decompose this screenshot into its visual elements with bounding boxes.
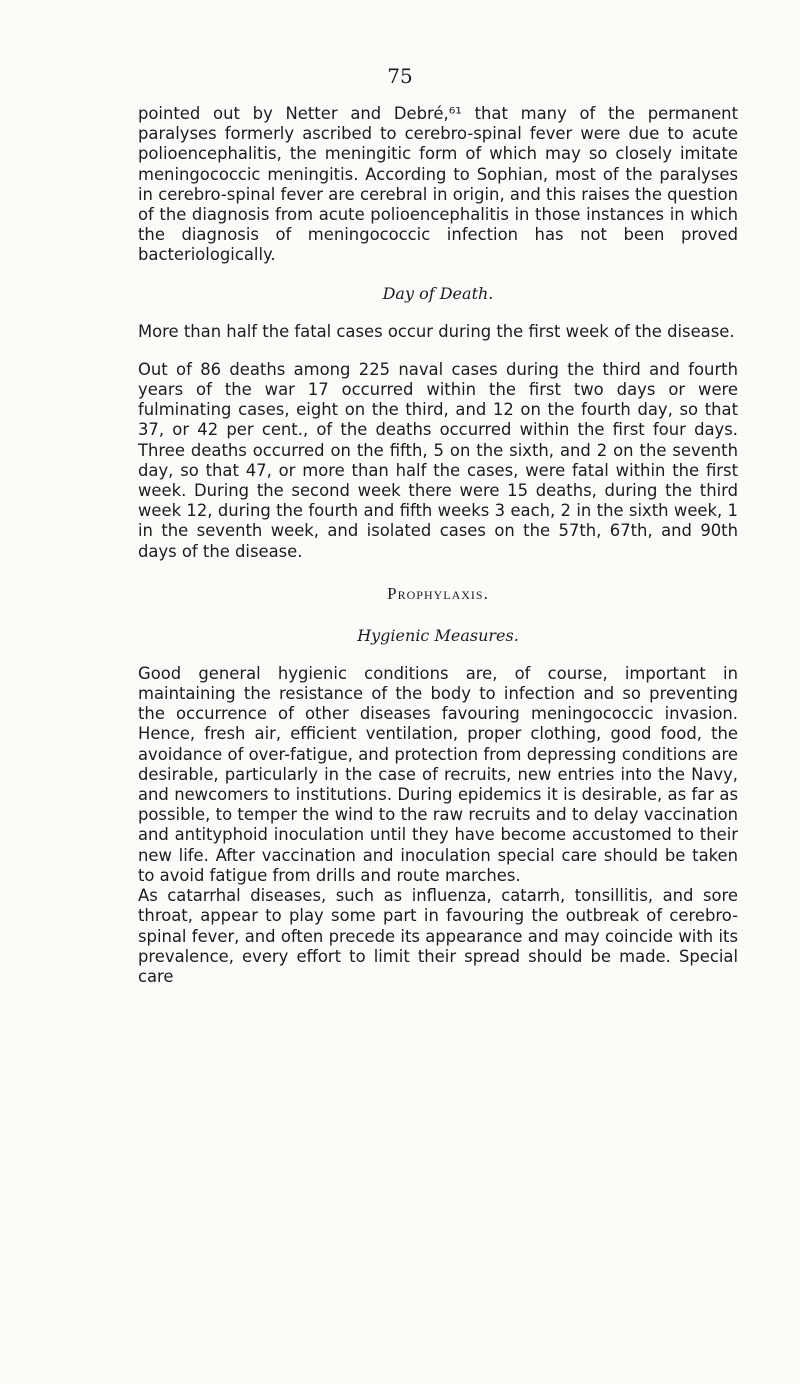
paragraph-hygienic-conditions: Good general hygienic conditions are, of course, important in maintaining the resistance of the body to infection and so preventing the occurrence of other diseases favouring meningococcic invasion. Hence, fresh air, efficient ventilation, proper clothing, good food, the avoidance of over-fatigue, and protection from depressing conditions are desirable, particularly in the case of recruits, new entries into the Navy, and newcomers to institutions. During epidemics it is desirable, as far as possible, to temper the wind to the raw recruits and to delay vaccination and antityphoid inoculation until they have become accustomed to their new life. After vaccination and inoculation special care should be taken to avoid fatigue from drills and route marches. bbox=[138, 663, 738, 885]
page-number: 75 bbox=[387, 64, 413, 88]
section-heading-prophylaxis: Prophylaxis. bbox=[387, 583, 489, 603]
subsection-heading-hygienic-measures: Hygienic Measures. bbox=[357, 625, 519, 645]
paragraph-netter-debre: pointed out by Netter and Debré,⁶¹ that many of the permanent paralyses formerly ascribed to cerebro-spinal fever were due to acute polioencephalitis, the meningitic form of which may so closely imitate meningococcic meningitis. According to Sophian, most of the paralyses in cerebro-spinal fever are cerebral in origin, and this raises the question of the diagnosis from acute polioencephalitis in those instances in which the diagnosis of meningococcic infection has not been proved bacteriologically. bbox=[138, 104, 738, 265]
paragraph-catarrhal-diseases: As catarrhal diseases, such as influenza, catarrh, tonsillitis, and sore throat, appear to play some part in favouring the outbreak of cerebro-spinal fever, and often precede its appearance and may coincide with its prevalence, every effort to limit their spread should be made. Special care bbox=[138, 886, 738, 986]
page-content bbox=[138, 104, 738, 987]
paragraph-naval-deaths-statistics: Out of 86 deaths among 225 naval cases during the third and fourth years of the war 17 occurred within the first two days or were fulminating cases, eight on the third, and 12 on the fourth day, so that 37, or 42 per cent., of the deaths occurred within the first four days. Three deaths occurred on the fifth, 5 on the sixth, and 2 on the seventh day, so that 47, or more than half the cases, were fatal within the first week. During the second week there were 15 deaths, during the third week 12, during the fourth and fifth weeks 3 each, 2 in the sixth week, 1 in the seventh week, and isolated cases on the 57th, 67th, and 90th days of the disease. bbox=[138, 359, 738, 561]
section-heading-day-of-death: Day of Death. bbox=[382, 283, 494, 303]
paragraph-fatal-cases-first-week: More than half the fatal cases occur during the first week of the disease. bbox=[138, 321, 735, 341]
